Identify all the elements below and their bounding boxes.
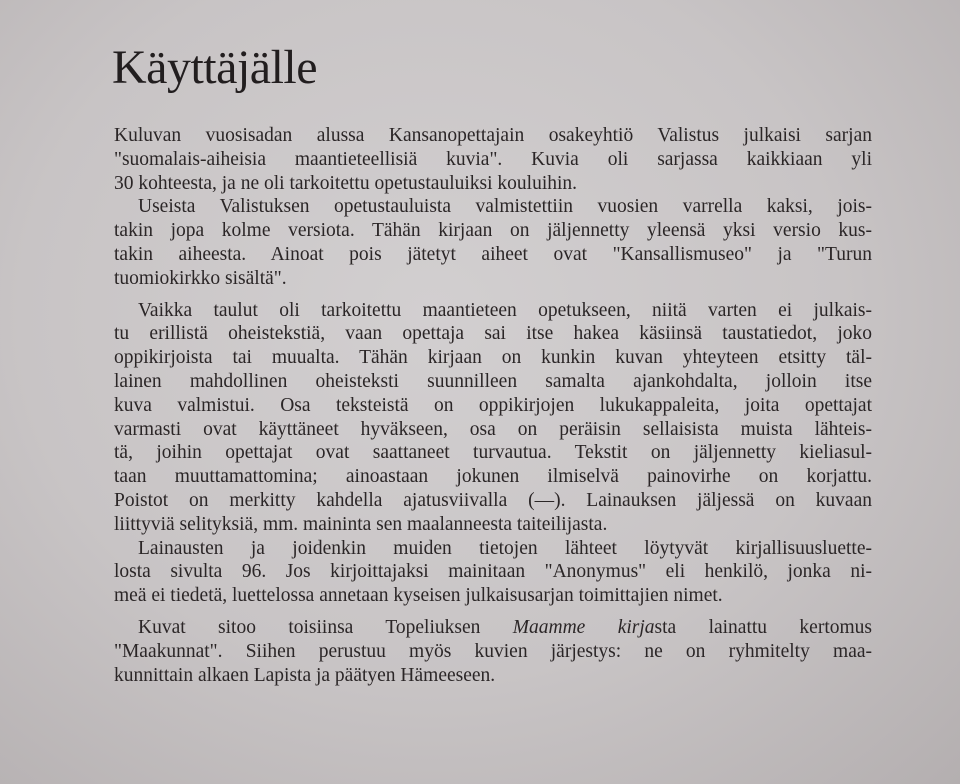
text-line: [114, 616, 872, 640]
paragraph: [114, 195, 872, 290]
text-line: Vaikka taulut oli tarkoitettu maantieteen opetukseen, niitä varten ei julkais-: [138, 299, 872, 321]
text-line: varmasti ovat käyttäneet hyväkseen, osa on peräisin sellaisista muista lähteis-: [114, 418, 872, 440]
text-line: Kuluvan vuosisadan alussa Kansanopettajain osakeyhtiö Valistus julkaisi sarjan: [114, 125, 872, 146]
text-line: "Maakunnat". Siihen perustuu myös kuvien järjestys: ne on ryhmitelty maa-: [114, 640, 872, 662]
text-line: "suomalais-aiheisia maantieteellisiä kuvia". Kuvia oli sarjassa kaikkiaan yli: [114, 148, 872, 170]
paragraph: [114, 537, 872, 608]
text-line: 30 kohteesta, ja ne oli tarkoitettu opetustauluiksi kouluihin.: [114, 172, 578, 194]
text-segment: sta lainattu kertomus: [654, 616, 872, 638]
book-title-italic: Maamme kirja: [512, 616, 655, 638]
text-line: Poistot on merkitty kahdella ajatusviivalla (––). Lainauksen jäljessä on kuvaan: [114, 489, 872, 511]
page-title: Käyttäjälle: [112, 41, 318, 94]
text-line: lainen mahdollinen oheisteksti suunnilleen samalta ajankohdalta, jolloin itse: [114, 370, 872, 392]
text-line: Useista Valistuksen opetustauluista valmistettiin vuosien varrella kaksi, jois-: [138, 196, 872, 218]
paragraph: [114, 299, 872, 537]
body-text: [114, 124, 872, 687]
text-line: takin jopa kolme versiota. Tähän kirjaan on jäljennetty yleensä yksi versio kus-: [114, 220, 872, 242]
text-line: tu erillistä oheistekstiä, vaan opettaja sai itse hakea käsiinsä taustatiedot, joko: [114, 323, 872, 345]
text-line: Lainausten ja joidenkin muiden tietojen lähteet löytyvät kirjallisuusluette-: [138, 537, 872, 559]
text-line: tä, joihin opettajat ovat saattaneet turvautua. Tekstit on jäljennetty kieliasul-: [114, 442, 872, 464]
text-line: oppikirjoista tai muualta. Tähän kirjaan on kunkin kuvan yhteyteen etsitty täl-: [114, 347, 872, 369]
text-line: liittyviä selityksiä, mm. maininta sen maalanneesta taiteilijasta.: [114, 513, 608, 535]
paragraph: [114, 124, 872, 195]
text-line: kunnittain alkaen Lapista ja päätyen Hämeeseen.: [114, 664, 496, 686]
text-segment: Kuvat sitoo toisiinsa Topeliuksen: [138, 616, 513, 638]
text-line: tuomiokirkko sisältä".: [114, 267, 287, 289]
text-line: losta sivulta 96. Jos kirjoittajaksi mainitaan "Anonymus" eli henkilö, jonka ni-: [114, 561, 872, 583]
text-line: kuva valmistui. Osa teksteistä on oppikirjojen lukukappaleita, joita opettajat: [114, 394, 872, 416]
text-line: meä ei tiedetä, luettelossa annetaan kyseisen julkaisusarjan toimittajien nimet.: [114, 585, 723, 607]
text-line: taan muuttamattomina; ainoastaan jokunen ilmiselvä painovirhe on korjattu.: [114, 466, 872, 488]
paragraph: [114, 616, 872, 687]
text-line: takin aiheesta. Ainoat pois jätetyt aiheet ovat "Kansallismuseo" ja "Turun: [114, 243, 872, 265]
